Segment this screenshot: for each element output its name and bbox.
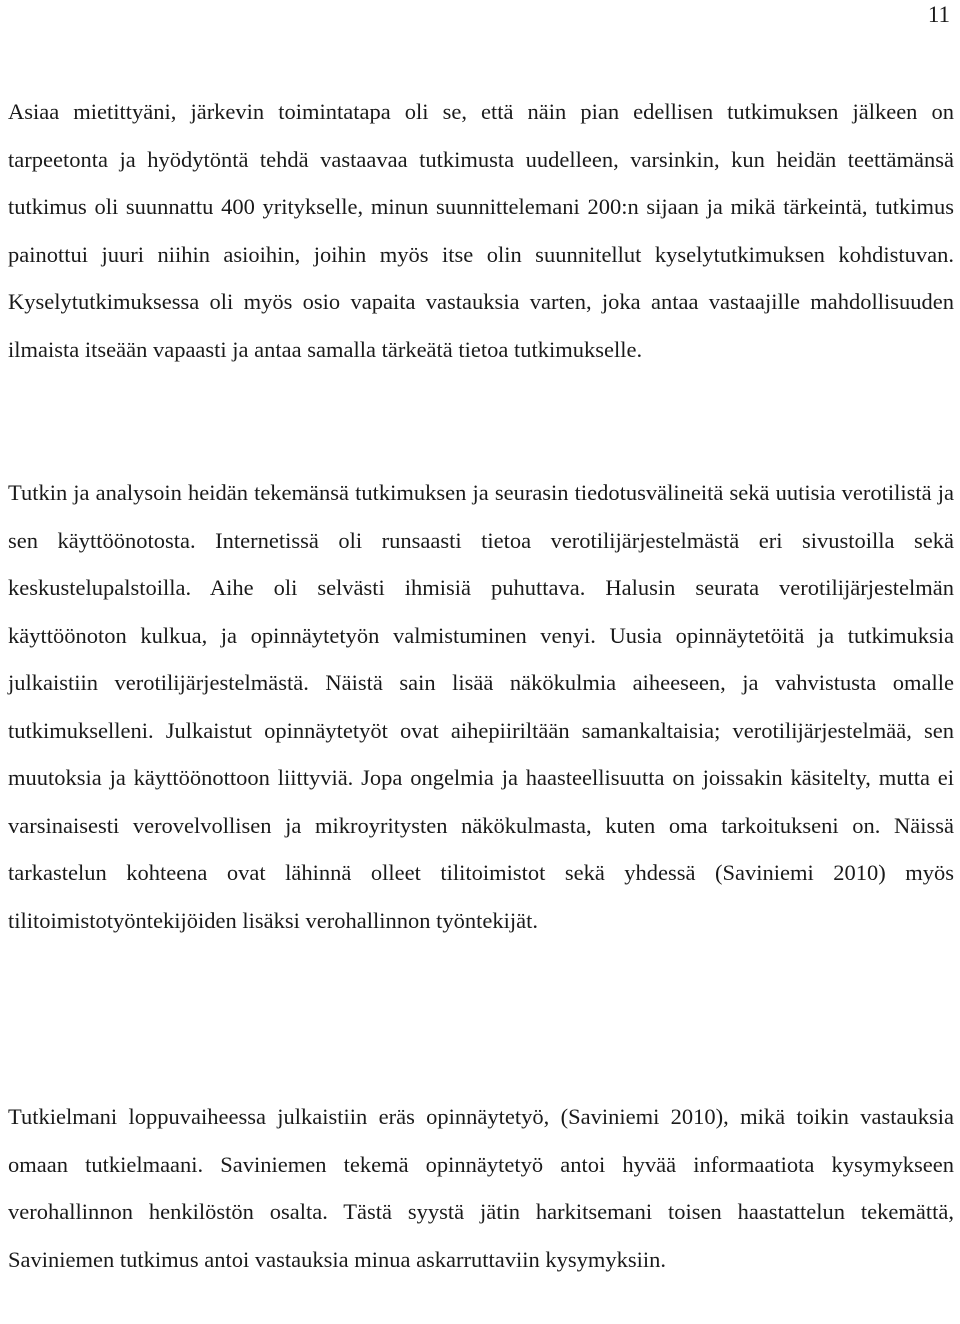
page-number: 11 xyxy=(927,2,950,27)
paragraph-1: Asiaa mietittyäni, järkevin toimintatapa oli se, että näin pian edellisen tutkimuksen jälkeen on tarpeetonta ja hyödytöntä tehdä vastaavaa tutkimusta uudelleen, varsinkin, kun heidän teettämänsä tutkimus oli suunnattu 400 yritykselle, minun suunnittelemani 200:n sijaan ja mikä tärkeintä, tutkimus painottui juuri niihin asioihin, joihin myös itse olin suunnitellut kyselytutkimuksen kohdistuvan. Kyselytutkimuksessa oli myös osio vapaita vastauksia varten, joka antaa vastaajille mahdollisuuden ilmaista itseään vapaasti ja antaa samalla tärkeätä tietoa tutkimukselle. xyxy=(8,99,954,362)
paragraph-2: Tutkin ja analysoin heidän tekemänsä tutkimuksen ja seurasin tiedotusvälineitä sekä uutisia verotilistä ja sen käyttöönotosta. Internetissä oli runsaasti tietoa verotilijärjestelmästä eri sivustoilla sekä keskustelupalstoilla. Aihe oli selvästi ihmisiä puhuttava. Halusin seurata verotilijärjestelmän käyttöönoton kulkua, ja opinnäytetyön valmistuminen venyi. Uusia opinnäytetöitä ja tutkimuksia julkaistiin verotilijärjestelmästä. Näistä sain lisää näkökulmia aiheeseen, ja vahvistusta omalle tutkimukselleni. Julkaistut opinnäytetyöt ovat aihepiiriltään samankaltaisia; verotilijärjestelmää, sen muutoksia ja käyttöönottoon liittyviä. Jopa ongelmia ja haasteellisuutta on joissakin käsitelty, mutta ei varsinaisesti verovelvollisen ja mikroyritysten näkökulmasta, kuten oma tarkoitukseni on. Näissä tarkastelun kohteena ovat lähinnä olleet tilitoimistot sekä yhdessä (Saviniemi 2010) myös tilitoimistotyöntekijöiden lisäksi verohallinnon työntekijät. xyxy=(8,480,954,933)
paragraph-3: Tutkielmani loppuvaiheessa julkaistiin eräs opinnäytetyö, (Saviniemi 2010), mikä toikin vastauksia omaan tutkielmaani. Saviniemen tekemä opinnäytetyö antoi hyvää informaatiota kysymykseen verohallinnon henkilöstön osalta. Tästä syystä jätin harkitsemani toisen haastattelun tekemättä, Saviniemen tutkimus antoi vastauksia minua askarruttaviin kysymyksiin. xyxy=(8,1104,954,1272)
